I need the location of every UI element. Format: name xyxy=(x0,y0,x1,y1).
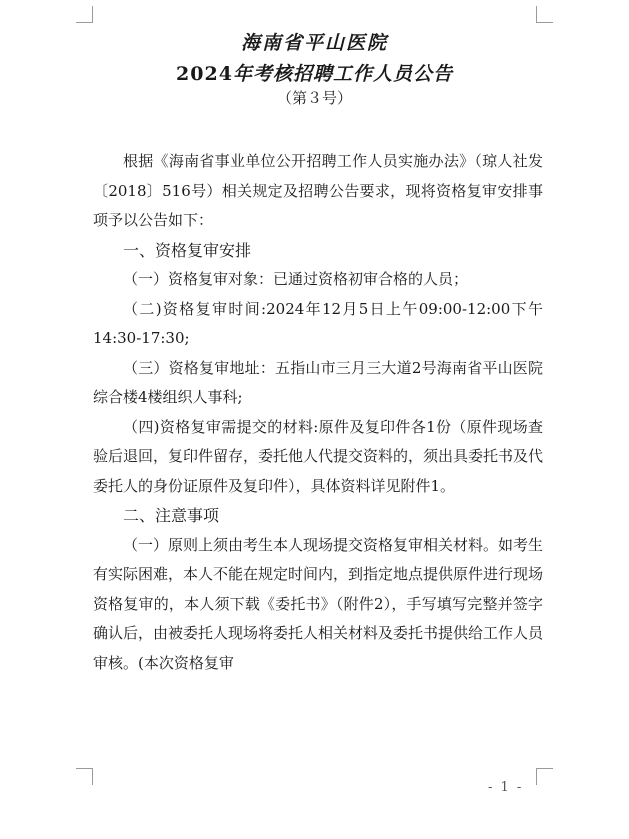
section-heading-notes: 二、注意事项 xyxy=(123,506,220,525)
review-materials-paragraph: （四)资格复审需提交的材料:原件及复印件各1份（原件现场查验后退回，复印件留存，委托他人代提交资料的，须出具委托书及代委托人的身份证原件及复印件），具体资料详见附件1。 xyxy=(93,417,544,495)
crop-mark-bottom-right xyxy=(536,768,553,785)
page-number: - 1 - xyxy=(488,780,524,795)
section-heading-review-arrangement: 一、资格复审安排 xyxy=(123,240,252,260)
review-target-paragraph: （一）资格复审对象：已通过资格初审合格的人员； xyxy=(123,270,469,288)
review-address-paragraph: （三）资格复审地址：五指山市三月三大道2号海南省平山医院综合楼4楼组织人事科; xyxy=(93,358,543,406)
title-text: 年考核招聘工作人员公告 xyxy=(232,63,453,85)
document-title-announcement xyxy=(0,59,629,86)
document-subtitle-number: （第３号） xyxy=(276,89,352,107)
title-year: 2024 xyxy=(176,63,233,85)
intro-paragraph: 根据《海南省事业单位公开招聘工作人员实施办法》（琼人社发〔2018〕516号）相关规定及招聘公告要求，现将资格复审安排事项予以公告如下： xyxy=(93,152,543,229)
crop-mark-top-right xyxy=(536,6,553,23)
crop-mark-bottom-left xyxy=(76,768,93,785)
document-body xyxy=(93,147,543,678)
review-time-paragraph: （二)资格复审时间:2024年12月5日上午09:00-12:00下午14:30-17:30; xyxy=(93,299,543,347)
notes-item1-paragraph: （一）原则上须由考生本人现场提交资格复审相关材料。如考生有实际困难，本人不能在规定时间内，到指定地点提供原件进行现场资格复审的，本人须下载《委托书》（附件2），手写填写完整并签字确认后，由被委托人现场将委托人相关材料及委托书提供给工作人员审核。(本次资格复审 xyxy=(93,535,544,672)
document-title-hospital: 海南省平山医院 xyxy=(240,32,388,54)
crop-mark-top-left xyxy=(76,6,93,23)
